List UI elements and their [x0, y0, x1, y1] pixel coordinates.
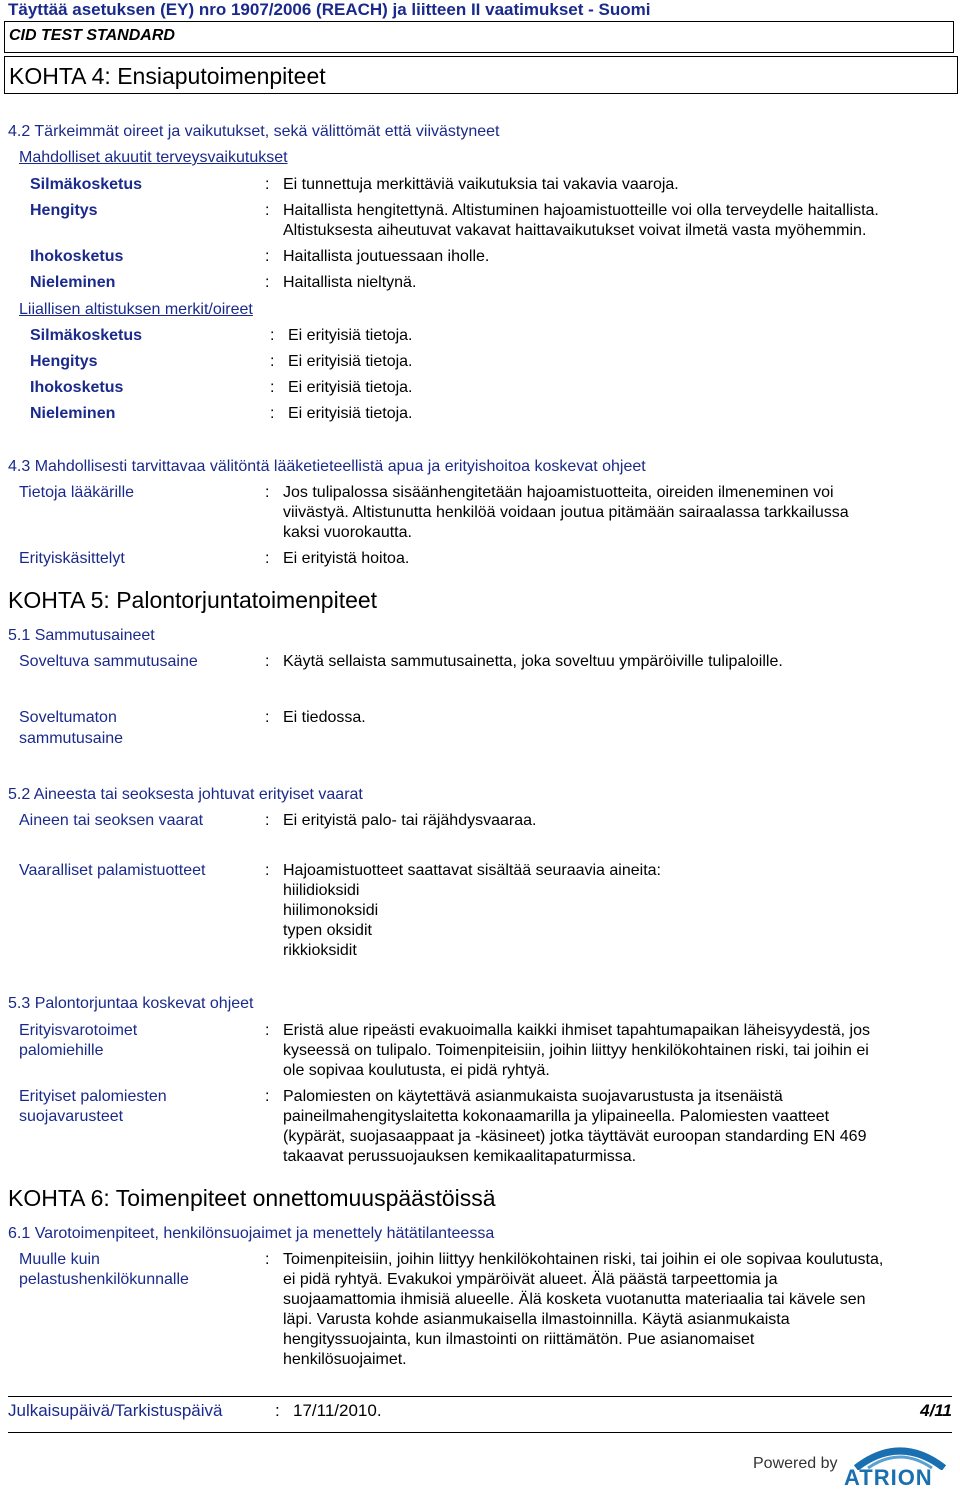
footer-divider-bottom	[8, 1432, 952, 1433]
section-5-title: KOHTA 5: Palontorjuntatoimenpiteet	[8, 587, 378, 613]
footer-page-number: 4/11	[920, 1401, 952, 1420]
over-ingestion-label: Nieleminen	[30, 405, 116, 422]
colon: :	[270, 405, 275, 422]
substance-hazards-label: Aineen tai seoksen vaarat	[19, 812, 204, 829]
document-banner: Täyttää asetuksen (EY) nro 1907/2006 (REACH) ja liitteen II vaatimukset - Suomi	[8, 0, 651, 19]
non-emergency-line-5: hengityssuojainta, kun ilmastointi on riittämätön. Pue asianomaiset	[283, 1331, 755, 1348]
colon: :	[270, 353, 275, 370]
over-ingestion-value: Ei erityisiä tietoja.	[288, 405, 413, 422]
colon: :	[265, 812, 270, 829]
standard-title: CID TEST STANDARD	[9, 27, 175, 44]
doctor-notes-line-3: kaksi vuorokautta.	[283, 524, 412, 541]
colon: :	[265, 653, 270, 670]
footer-date-label: Julkaisupäivä/Tarkistuspäivä	[8, 1401, 223, 1420]
colon: :	[265, 1251, 270, 1268]
special-treatment-label: Erityiskäsittelyt	[19, 550, 125, 567]
acute-eye-label: Silmäkosketus	[30, 176, 143, 193]
colon: :	[265, 1022, 270, 1039]
firefighter-ppe-line-2: paineilmahengityslaitetta kokonaamarilla ja ylipaineella. Palomiesten vaatteet	[283, 1108, 830, 1125]
non-emergency-line-4: läpi. Varusta kohde asianmukaisella ilmastoinnilla. Käytä asianmukaista	[283, 1311, 790, 1328]
over-eye-value: Ei erityisiä tietoja.	[288, 327, 413, 344]
combustion-product-item: typen oksidit	[283, 922, 372, 939]
non-emergency-line-2: ei pidä ryhtyä. Evakukoi ympäröivät alueet. Älä päästä tarpeettomia ja	[283, 1271, 778, 1288]
suitable-media-value: Käytä sellaista sammutusainetta, joka soveltuu ympäröiville tulipaloille.	[283, 653, 783, 670]
colon: :	[265, 484, 270, 501]
acute-inhalation-label: Hengitys	[30, 202, 98, 219]
doctor-notes-label: Tietoja lääkärille	[19, 484, 135, 501]
colon: :	[265, 202, 270, 219]
doctor-notes-line-1: Jos tulipalossa sisäänhengitetään hajoamistuotteita, oireiden ilmeneminen voi	[283, 484, 834, 501]
powered-by-text: Powered by	[753, 1455, 838, 1472]
substance-hazards-value: Ei erityistä palo- tai räjähdysvaaraa.	[283, 812, 537, 829]
doctor-notes-line-2: viivästyä. Altistunutta henkilöä voidaan joutua pitämään sairaalassa tarkkailussa	[283, 504, 849, 521]
section-6-1-title: 6.1 Varotoimenpiteet, henkilönsuojaimet ja menettely hätätilanteessa	[8, 1225, 495, 1242]
combustion-products-intro: Hajoamistuotteet saattavat sisältää seuraavia aineita:	[283, 862, 661, 879]
special-treatment-value: Ei erityistä hoitoa.	[283, 550, 410, 567]
firefighter-precautions-line-1: Eristä alue ripeästi evakuoimalla kaikki ihmiset tapahtumapaikan läheisyydestä, jos	[283, 1022, 870, 1039]
colon: :	[275, 1401, 280, 1420]
colon: :	[265, 709, 270, 726]
non-emergency-label-1: Muulle kuin	[19, 1251, 100, 1268]
non-emergency-line-1: Toimenpiteisiin, joihin liittyy henkilökohtainen riski, tai joihin ei ole sopivaa koulutusta,	[283, 1251, 884, 1268]
section-5-3-title: 5.3 Palontorjuntaa koskevat ohjeet	[8, 995, 254, 1012]
colon: :	[265, 248, 270, 265]
section-4-box	[4, 56, 958, 94]
over-skin-value: Ei erityisiä tietoja.	[288, 379, 413, 396]
colon: :	[265, 176, 270, 193]
atrion-brand-text: ATRION	[844, 1465, 933, 1490]
footer-date-value: 17/11/2010.	[293, 1401, 382, 1420]
combustion-product-item: hiilidioksidi	[283, 882, 360, 899]
firefighter-ppe-line-4: takaavat perussuojauksen kemikaalitapaturmissa.	[283, 1148, 637, 1165]
non-emergency-line-3: suojaamattomia ihmisiä alueelle. Älä kosketa vuotanutta materiaalia tai kävele sen	[283, 1291, 866, 1308]
section-5-2-title: 5.2 Aineesta tai seoksesta johtuvat erityiset vaarat	[8, 786, 363, 803]
section-6-title: KOHTA 6: Toimenpiteet onnettomuuspäästöissä	[8, 1185, 496, 1211]
firefighter-precautions-label-2: palomiehille	[19, 1042, 104, 1059]
acute-inhalation-value: Haitallista hengitettynä. Altistuminen hajoamistuotteille voi olla terveydelle haitallista.	[283, 202, 879, 219]
firefighter-precautions-label-1: Erityisvarotoimet	[19, 1022, 138, 1039]
over-inhalation-value: Ei erityisiä tietoja.	[288, 353, 413, 370]
combustion-products-label: Vaaralliset palamistuotteet	[19, 862, 206, 879]
combustion-product-item: hiilimonoksidi	[283, 902, 379, 919]
firefighter-ppe-label-1: Erityiset palomiesten	[19, 1088, 167, 1105]
atrion-logo	[842, 1440, 958, 1490]
suitable-media-label: Soveltuva sammutusaine	[19, 653, 198, 670]
acute-ingestion-value: Haitallista nieltynä.	[283, 274, 417, 291]
firefighter-ppe-line-1: Palomiesten on käytettävä asianmukaista suojavarustusta ja itsenäistä	[283, 1088, 783, 1105]
over-skin-label: Ihokosketus	[30, 379, 124, 396]
non-emergency-line-6: henkilösuojaimet.	[283, 1351, 407, 1368]
over-inhalation-label: Hengitys	[30, 353, 98, 370]
acute-inhalation-value-2: Altistuksesta aiheutuvat vakavat haittavaikutukset voivat ilmetä vasta myöhemmin.	[283, 222, 867, 239]
firefighter-precautions-line-3: ole sopivaa koulutusta, ei pidä ryhtyä.	[283, 1062, 550, 1079]
colon: :	[265, 862, 270, 879]
colon: :	[265, 1088, 270, 1105]
firefighter-precautions-line-2: kyseessä on tulipalo. Toimenpiteisiin, joihin liittyy henkilökohtainen riski, tai joihin ei	[283, 1042, 869, 1059]
non-emergency-label-2: pelastushenkilökunnalle	[19, 1271, 189, 1288]
acute-effects-title: Mahdolliset akuutit terveysvaikutukset	[19, 149, 288, 166]
section-4-2-title: 4.2 Tärkeimmät oireet ja vaikutukset, sekä välittömät että viivästyneet	[8, 123, 500, 140]
overexposure-title: Liiallisen altistuksen merkit/oireet	[19, 301, 253, 318]
colon: :	[265, 274, 270, 291]
over-eye-label: Silmäkosketus	[30, 327, 143, 344]
section-5-1-title: 5.1 Sammutusaineet	[8, 627, 155, 644]
acute-eye-value: Ei tunnettuja merkittäviä vaikutuksia tai vakavia vaaroja.	[283, 176, 679, 193]
footer-divider-top	[8, 1396, 952, 1397]
unsuitable-media-label-2: sammutusaine	[19, 730, 124, 747]
firefighter-ppe-label-2: suojavarusteet	[19, 1108, 124, 1125]
colon: :	[270, 379, 275, 396]
unsuitable-media-label-1: Soveltumaton	[19, 709, 117, 726]
standard-box	[4, 21, 954, 53]
colon: :	[270, 327, 275, 344]
colon: :	[265, 550, 270, 567]
acute-skin-value: Haitallista joutuessaan iholle.	[283, 248, 490, 265]
section-4-title: KOHTA 4: Ensiaputoimenpiteet	[9, 63, 326, 89]
section-4-3-title: 4.3 Mahdollisesti tarvittavaa välitöntä lääketieteellistä apua ja erityishoitoa koskevat ohjeet	[8, 458, 646, 475]
acute-skin-label: Ihokosketus	[30, 248, 124, 265]
combustion-product-item: rikkioksidit	[283, 942, 357, 959]
firefighter-ppe-line-3: (kypärät, suojasaappaat ja -käsineet) jotka täyttävät euroopan standarding EN 469	[283, 1128, 867, 1145]
acute-ingestion-label: Nieleminen	[30, 274, 116, 291]
unsuitable-media-value: Ei tiedossa.	[283, 709, 366, 726]
